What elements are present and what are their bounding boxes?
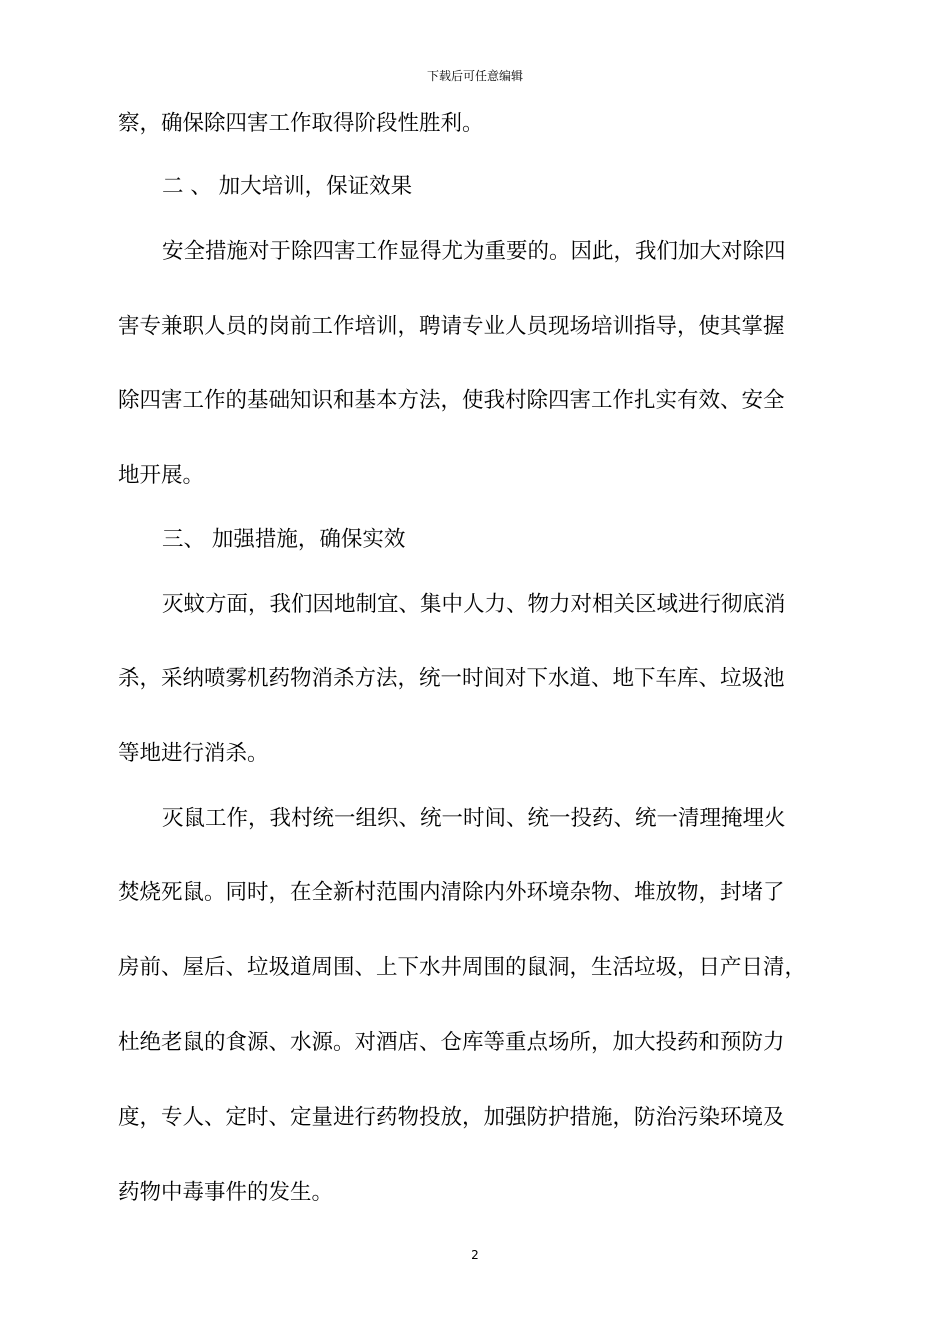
body-text-line: 灭鼠工作，我村统一组织、统一时间、统一投药、统一清理掩埋火 (162, 806, 786, 831)
body-text-line: 房前、屋后、垃圾道周围、上下水井周围的鼠洞，生活垃圾，日产日清， (118, 955, 807, 980)
body-text-line: 药物中毒事件的发生。 (118, 1180, 334, 1205)
body-text-line: 杀，采纳喷雾机药物消杀方法，统一时间对下水道、地下车库、垃圾池 (118, 666, 785, 691)
body-text-line: 地开展。 (118, 463, 205, 488)
body-text-line: 害专兼职人员的岗前工作培训，聘请专业人员现场培训指导，使其掌握 (118, 314, 785, 339)
body-text-line: 除四害工作的基础知识和基本方法，使我村除四害工作扎实有效、安全 (118, 388, 785, 413)
body-text-line: 灭蚊方面，我们因地制宜、集中人力、物力对相关区域进行彻底消 (162, 592, 786, 617)
body-text-line: 度，专人、定时、定量进行药物投放，加强防护措施，防治污染环境及 (118, 1105, 785, 1130)
body-text-line: 等地进行消杀。 (118, 741, 269, 766)
body-text-line: 察，确保除四害工作取得阶段性胜利。 (118, 111, 484, 136)
page-number: 2 (471, 1248, 479, 1262)
body-text-line: 焚烧死鼠。同时，在全新村范围内清除内外环境杂物、堆放物，封堵了 (118, 880, 785, 905)
page-header: 下载后可任意编辑 (426, 69, 523, 83)
body-text-line: 安全措施对于除四害工作显得尤为重要的。因此，我们加大对除四 (162, 239, 786, 264)
section-heading-2: 二 、 加大培训，保证效果 (162, 174, 413, 199)
body-text-line: 杜绝老鼠的食源、水源。对酒店、仓库等重点场所，加大投药和预防力 (118, 1030, 785, 1055)
section-heading-3: 三、 加强措施，确保实效 (162, 527, 406, 552)
